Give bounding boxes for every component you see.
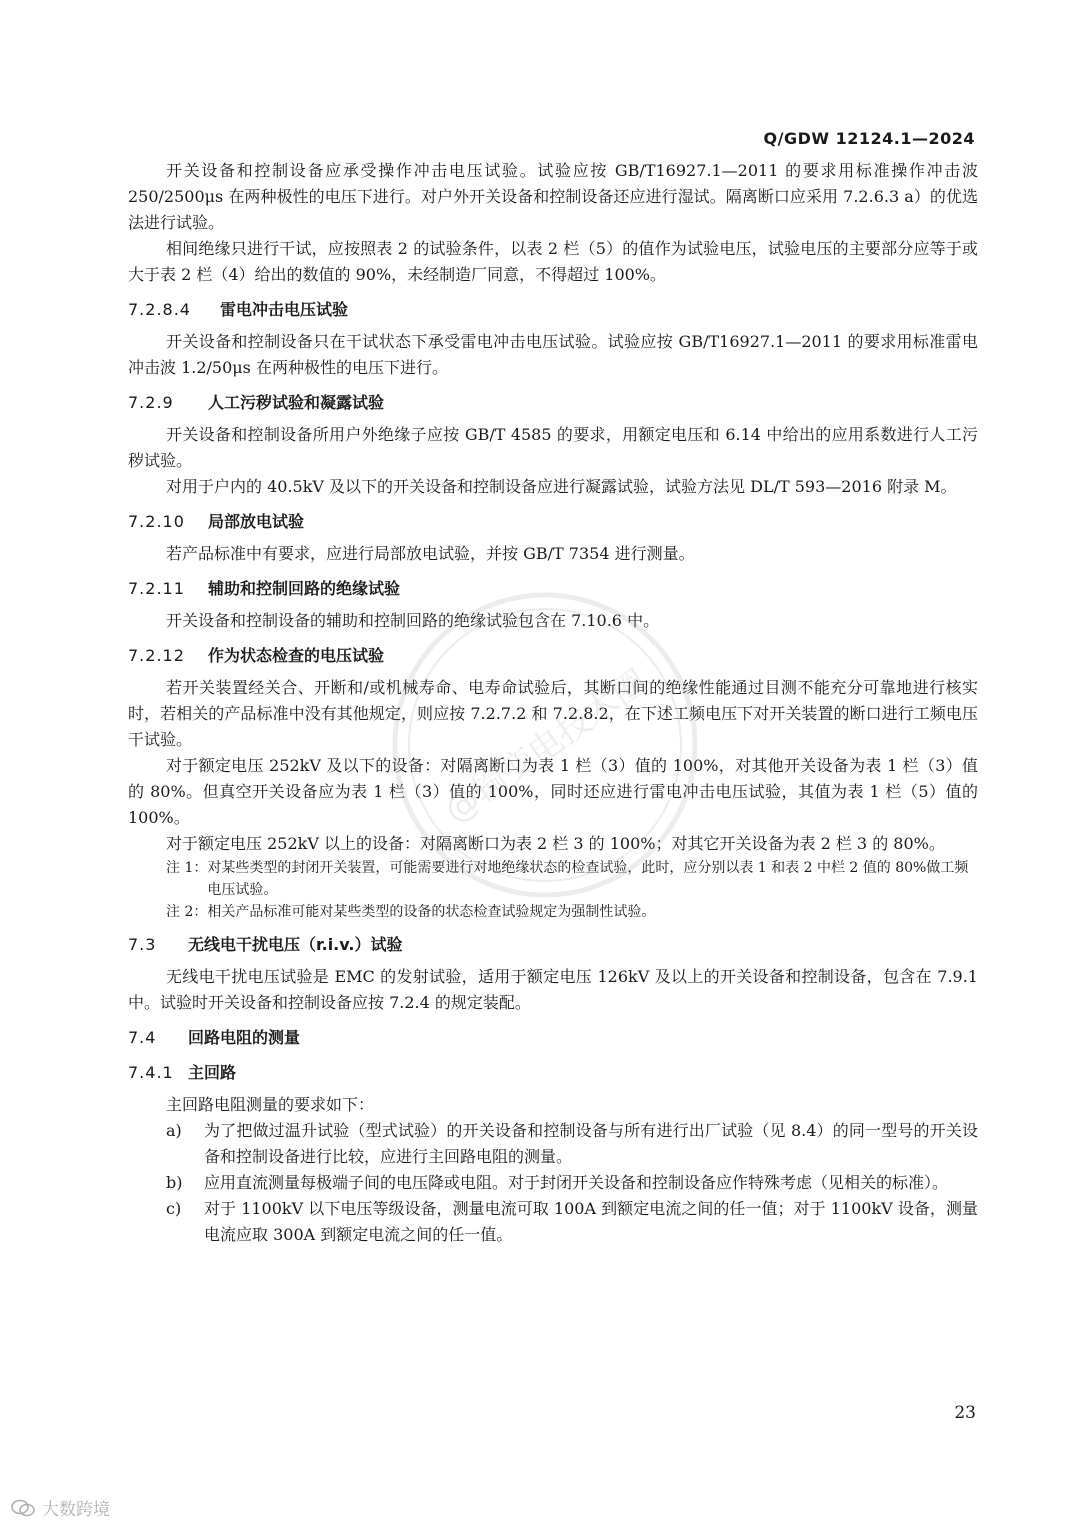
heading-7-2-11 <box>128 576 978 602</box>
heading-title: 局部放电试验 <box>208 512 305 531</box>
heading-title: 人工污秽试验和凝露试验 <box>208 393 385 412</box>
list-text: 对于 1100kV 以下电压等级设备，测量电流可取 100A 到额定电流之间的任一值；对于 1100kV 设备，测量电流应取 300A 到额定电流之间的任一值。 <box>204 1199 978 1244</box>
watermark-text: @输变电技术圈 <box>437 661 656 832</box>
paragraph-lightning-impulse: 开关设备和控制设备只在干试状态下承受雷电冲击电压试验。试验应按 GB/T16927.1—2011 的要求用标准雷电冲击波 1.2/50μs 在两种极性的电压下进行。 <box>128 332 978 377</box>
paragraph-above-252kv: 对于额定电压 252kV 以上的设备：对隔离断口为表 2 栏 3 的 100%；对其它开关设备为表 2 栏 3 的 80%。 <box>166 834 945 853</box>
chat-bubble-icon <box>10 1498 36 1518</box>
document-code: Q/GDW 12124.1—2024 <box>763 129 975 148</box>
paragraph-riv-test: 无线电干扰电压试验是 EMC 的发射试验，适用于额定电压 126kV 及以上的开关设备和控制设备，包含在 7.9.1 中。试验时开关设备和控制设备应按 7.2.4 的规定装配。 <box>128 967 978 1012</box>
heading-title: 无线电干扰电压（r.i.v.）试验 <box>188 935 403 954</box>
list-text: 应用直流测量每极端子间的电压降或电阻。对于封闭开关设备和控制设备应作特殊考虑（见相关的标准）。 <box>204 1173 949 1192</box>
heading-number: 7.2.8.4 <box>128 300 191 319</box>
list-marker: c) <box>166 1199 182 1218</box>
list-marker: a) <box>166 1121 182 1140</box>
paragraph-operating-impulse: 开关设备和控制设备应承受操作冲击电压试验。试验应按 GB/T16927.1—2011 的要求用标准操作冲击波 250/2500μs 在两种极性的电压下进行。对户外开关设备和控制设备还应进行湿试。隔离断口应采用 7.2.6.3 a）的优选法进行试验。 <box>128 161 978 232</box>
paragraph-pollution-test: 开关设备和控制设备所用户外绝缘子应按 GB/T 4585 的要求，用额定电压和 6.14 中给出的应用系数进行人工污秽试验。 <box>128 425 978 470</box>
heading-title: 雷电冲击电压试验 <box>220 300 349 319</box>
note-1 <box>128 857 978 901</box>
heading-7-2-9 <box>128 390 978 416</box>
heading-7-2-8-4 <box>128 297 978 323</box>
heading-number: 7.2.12 <box>128 646 185 665</box>
document-body <box>128 158 978 1248</box>
paragraph-phase-insulation: 相间绝缘只进行干试，应按照表 2 的试验条件，以表 2 栏（5）的值作为试验电压，试验电压的主要部分应等于或大于表 2 栏（4）给出的数值的 90%，未经制造厂同意，不得超过 100%。 <box>128 239 978 284</box>
heading-number: 7.2.10 <box>128 512 185 531</box>
heading-title: 辅助和控制回路的绝缘试验 <box>208 579 401 598</box>
list-item-a <box>128 1118 978 1170</box>
note-2 <box>128 901 978 923</box>
heading-title: 回路电阻的测量 <box>188 1028 301 1047</box>
heading-7-4 <box>128 1025 978 1051</box>
note-label: 注 2： <box>166 904 208 920</box>
heading-7-2-12 <box>128 643 978 669</box>
note-text: 对某些类型的封闭开关装置，可能需要进行对地绝缘状态的检查试验，此时，应分别以表 1 和表 2 中栏 2 值的 80%做工频电压试验。 <box>207 860 969 898</box>
paragraph-condition-check: 若开关装置经关合、开断和/或机械寿命、电寿命试验后，其断口间的绝缘性能通过目测不能充分可靠地进行核实时，若相关的产品标准中没有其他规定，则应按 7.2.7.2 和 7.2.8.2，在下述工频电压下对开关装置的断口进行工频电压干试验。 <box>128 678 978 749</box>
list-item-c <box>128 1196 978 1248</box>
paragraph-main-circuit-intro: 主回路电阻测量的要求如下： <box>166 1095 375 1114</box>
heading-number: 7.4.1 <box>128 1063 174 1082</box>
list-marker: b) <box>166 1173 183 1192</box>
heading-title: 作为状态检查的电压试验 <box>208 646 385 665</box>
page-number: 23 <box>954 1403 976 1423</box>
footer-brand <box>10 1495 110 1520</box>
heading-number: 7.2.9 <box>128 393 174 412</box>
heading-7-4-1 <box>128 1060 978 1086</box>
list-item-b <box>128 1170 978 1196</box>
note-label: 注 1： <box>166 860 208 876</box>
heading-number: 7.4 <box>128 1028 157 1047</box>
heading-title: 主回路 <box>188 1063 237 1082</box>
heading-7-2-10 <box>128 509 978 535</box>
note-text: 相关产品标准可能对某些类型的设备的状态检查试验规定为强制性试验。 <box>207 904 656 920</box>
heading-7-3 <box>128 932 978 958</box>
paragraph-partial-discharge: 若产品标准中有要求，应进行局部放电试验，并按 GB/T 7354 进行测量。 <box>166 544 695 563</box>
paragraph-auxiliary-circuits: 开关设备和控制设备的辅助和控制回路的绝缘试验包含在 7.10.6 中。 <box>166 611 660 630</box>
heading-number: 7.2.11 <box>128 579 185 598</box>
paragraph-condensation-test: 对用于户内的 40.5kV 及以下的开关设备和控制设备应进行凝露试验，试验方法见 DL/T 593—2016 附录 M。 <box>166 477 957 496</box>
footer-brand-text: 大数跨境 <box>42 1500 110 1520</box>
heading-number: 7.3 <box>128 935 157 954</box>
paragraph-252kv-and-below: 对于额定电压 252kV 及以下的设备：对隔离断口为表 1 栏（3）值的 100%，对其他开关设备为表 1 栏（3）值的 80%。但真空开关设备应为表 1 栏（3）值的 100%，同时还应进行雷电冲击电压试验，其值为表 1 栏（5）值的 100%。 <box>128 756 978 827</box>
list-text: 为了把做过温升试验（型式试验）的开关设备和控制设备与所有进行出厂试验（见 8.4）的同一型号的开关设备和控制设备进行比较，应进行主回路电阻的测量。 <box>204 1121 978 1166</box>
